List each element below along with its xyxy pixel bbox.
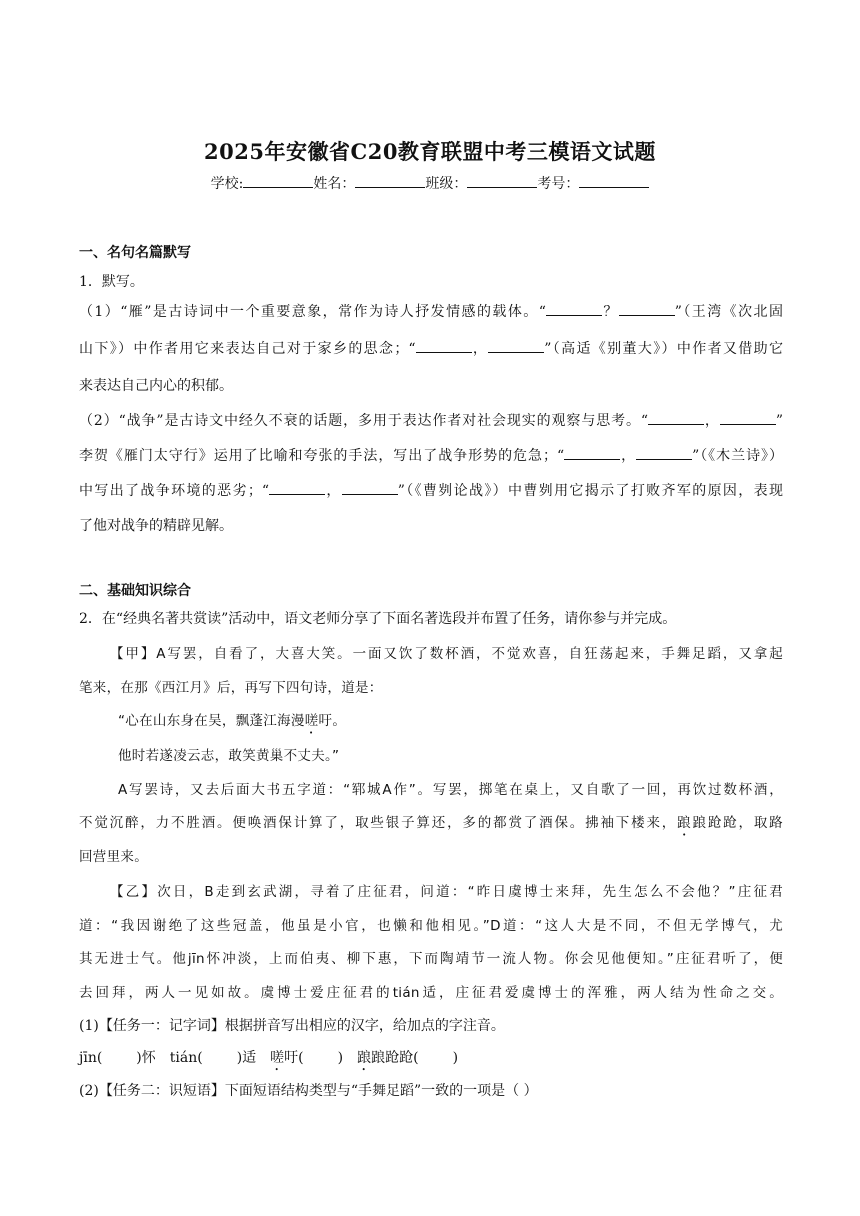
school-label: 学校: [210,176,244,192]
section-heading-1: 一、名句名篇默写 [79,245,191,261]
class-label: 班级： [425,176,468,192]
section-heading-2: 二、基础知识综合 [79,583,191,599]
passage-yi-line4: 去回拜，两人一见如故。虞博士爱庄征君的tián适，庄征君爱虞博士的浑雅，两人结为性命之交。 [79,985,783,1001]
poem-line2: 他时若遂凌云志，敢笑黄巢不丈夫。” [118,748,340,764]
name-blank [355,175,425,188]
passage-yi-line2: 道：“我因谢绝了这些冠盖，他虽是小官，也懒和他相见。”D道：“这人大是不同，不但无学博气，尤 [79,918,783,934]
q1-part1-line2: 山下》）中作者用它来表达自己对于家乡的思念；“ ， ”（高适《别董大》）中作者又借助它 [79,341,784,357]
passage-jia-line2: 笔来，在那《西江月》后，再写下四句诗，道是： [79,680,383,696]
passage-yi-line1: 【乙】次日，B走到玄武湖，寻着了庄征君，问道：“昨日虞博士来拜，先生怎么不会他？”庄征君 [110,884,783,900]
q1-part2-line1: （2）“战争”是古诗文中经久不衰的话题，多用于表达作者对社会现实的观察与思考。“ ， ” [79,413,783,429]
task-1-items: jīn( )怀 tián( )适 嗟吁( ) 踉踉跄跄( ) [79,1050,459,1066]
exam-no-blank [579,175,649,188]
q1-part1-line1: （1）“雁”是古诗词中一个重要意象，常作为诗人抒发情感的载体。“ ？ ”（王湾《次北固 [79,304,783,320]
school-blank [243,175,313,188]
q1-part2-line3: 中写出了战争环境的恶劣；“ ， ”（《曹刿论战》）中曹刿用它揭示了打败齐军的原因，表现 [79,483,783,499]
student-info-line [0,173,860,193]
exam-no-label: 考号： [537,176,580,192]
question-1-stem: 1．默写。 [79,274,144,290]
page-title: 2025年安徽省C20教育联盟中考三模语文试题 [204,139,656,164]
task-1-prompt: (1)【任务一：记字词】根据拼音写出相应的汉字，给加点的字注音。 [79,1018,505,1034]
passage-yi-line3: 其无进士气。他jīn怀冲淡，上而伯夷、柳下惠，下而陶靖节一流人物。你会见他便知。”庄征君听了，便 [79,951,783,967]
passage-a-line1: A写罢诗，又去后面大书五字道：“郓城A作”。写罢，掷笔在桌上，又自歌了一回，再饮过数杯酒， [118,782,783,798]
q1-part2-line4: 了他对战争的精辟见解。 [79,518,233,534]
class-blank [467,175,537,188]
poem-line1: “心在山东身在吴，飘蓬江海漫嗟吁。 [118,713,347,729]
q1-part2-line2: 李贺《雁门太守行》运用了比喻和夸张的手法，写出了战争形势的危急；“ ， ”（《木兰诗》） [79,448,784,464]
passage-a-line2: 不觉沉醉，力不胜酒。便唤酒保计算了，取些银子算还，多的都赏了酒保。拂袖下楼来，踉踉跄跄，取路 [79,815,783,831]
name-label: 姓名： [313,176,356,192]
passage-a-line3: 回营里来。 [79,849,148,865]
q1-part1-line3: 来表达自己内心的积郁。 [79,378,233,394]
task-2-prompt: (2)【任务二：识短语】下面短语结构类型与“手舞足蹈”一致的一项是（ ） [79,1083,538,1099]
question-2-stem: 2．在“经典名著共赏读”活动中，语文老师分享了下面名著选段并布置了任务，请你参与并完成。 [79,611,677,627]
passage-jia-line1: 【甲】A写罢，自看了，大喜大笑。一面又饮了数杯酒，不觉欢喜，自狂荡起来，手舞足蹈，又拿起 [110,646,783,662]
